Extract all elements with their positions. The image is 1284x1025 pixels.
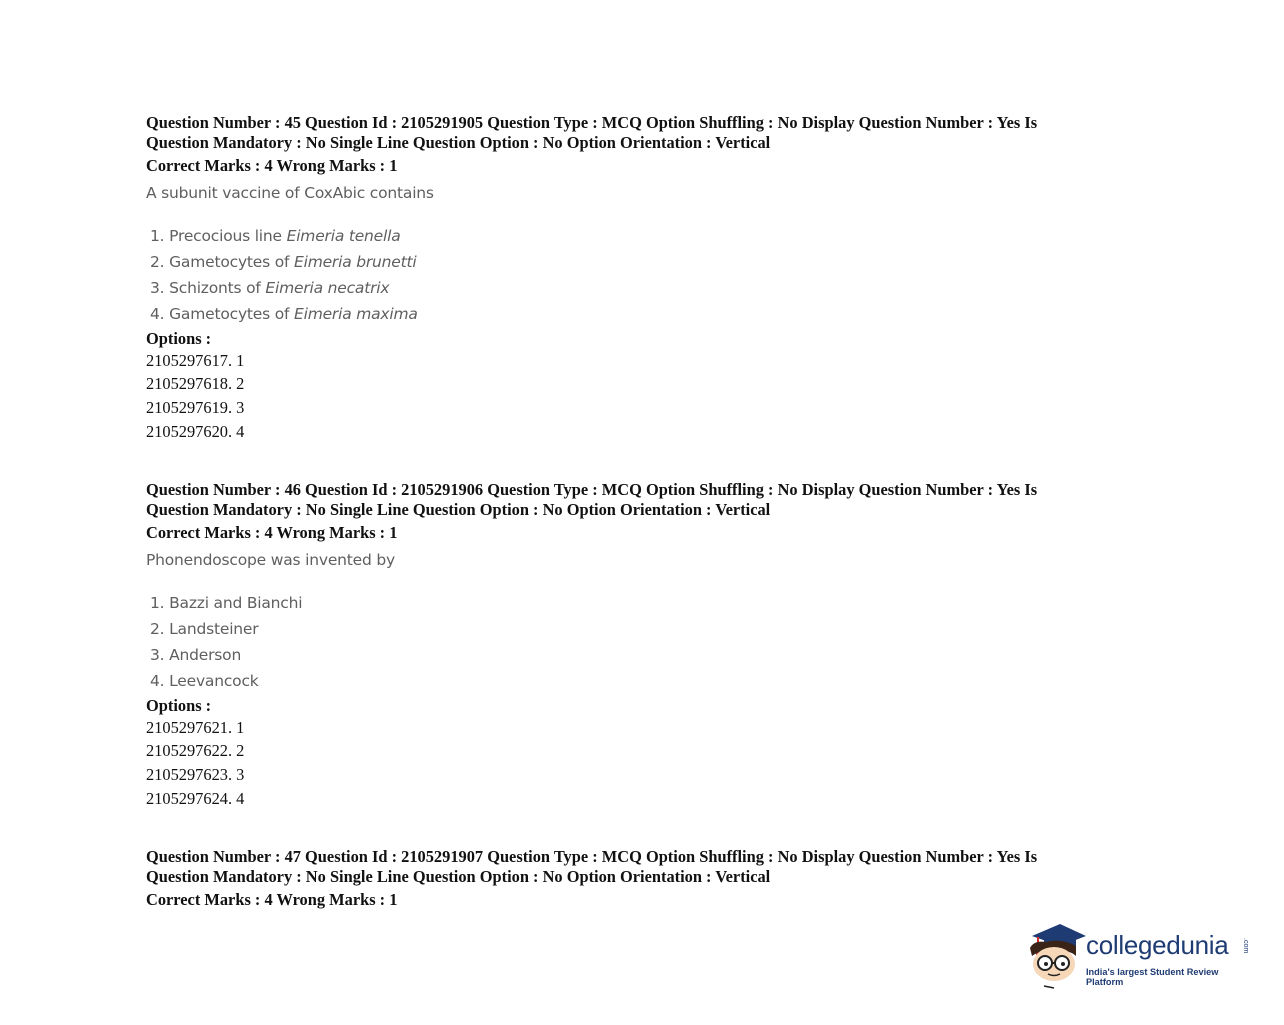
choice-list xyxy=(150,590,1106,694)
option-row: 2105297620. 4 xyxy=(146,421,245,441)
question-meta-line: Question Number : 45 Question Id : 2105291905 Question Type : MCQ Option Shuffling : No Display Question Number : Yes Is xyxy=(146,113,1038,132)
option-row: 2105297618. 2 xyxy=(146,374,245,394)
question-46 xyxy=(146,480,1106,810)
question-meta xyxy=(146,847,1106,886)
question-meta-line: Question Mandatory : No Single Line Question Option : No Option Orientation : Vertical xyxy=(146,499,771,519)
option-row: 2105297619. 3 xyxy=(146,397,245,417)
choice-item: 3. Anderson xyxy=(150,645,242,664)
choice-item: 4. Leevancock xyxy=(150,671,259,690)
logo-suffix: .com xyxy=(1242,938,1249,954)
question-stem: Phonendoscope was invented by xyxy=(146,550,395,569)
logo-wordmark: collegedunia xyxy=(1086,930,1229,960)
question-marks: Correct Marks : 4 Wrong Marks : 1 xyxy=(146,890,398,909)
mascot-icon xyxy=(1024,916,1086,991)
question-meta-line: Question Number : 47 Question Id : 2105291907 Question Type : MCQ Option Shuffling : No Display Question Number : Yes Is xyxy=(146,847,1038,866)
options-heading: Options : xyxy=(146,328,212,348)
choice-item: 1. Precocious line Eimeria tenella xyxy=(150,226,401,245)
logo-tagline: India's largest Student Review Platform xyxy=(1086,967,1219,987)
question-meta-line: Question Number : 46 Question Id : 2105291906 Question Type : MCQ Option Shuffling : No Display Question Number : Yes Is xyxy=(146,480,1038,499)
option-row: 2105297624. 4 xyxy=(146,788,245,808)
question-meta xyxy=(146,480,1106,519)
question-45 xyxy=(146,113,1106,443)
question-marks: Correct Marks : 4 Wrong Marks : 1 xyxy=(146,156,398,175)
option-row: 2105297623. 3 xyxy=(146,764,245,784)
choice-list xyxy=(150,223,1106,327)
options-heading: Options : xyxy=(146,695,212,715)
choice-item: 2. Landsteiner xyxy=(150,619,259,638)
collegedunia-logo xyxy=(1024,916,1254,991)
question-marks: Correct Marks : 4 Wrong Marks : 1 xyxy=(146,523,398,542)
option-row: 2105297617. 1 xyxy=(146,350,245,370)
question-stem: A subunit vaccine of CoxAbic contains xyxy=(146,183,434,202)
choice-item: 2. Gametocytes of Eimeria brunetti xyxy=(150,252,417,271)
question-meta xyxy=(146,113,1106,152)
choice-item: 4. Gametocytes of Eimeria maxima xyxy=(150,304,418,323)
choice-item: 1. Bazzi and Bianchi xyxy=(150,593,303,612)
option-row: 2105297622. 2 xyxy=(146,741,245,761)
question-meta-line: Question Mandatory : No Single Line Question Option : No Option Orientation : Vertical xyxy=(146,866,771,886)
question-meta-line: Question Mandatory : No Single Line Question Option : No Option Orientation : Vertical xyxy=(146,132,771,152)
choice-item: 3. Schizonts of Eimeria necatrix xyxy=(150,278,390,297)
option-row: 2105297621. 1 xyxy=(146,717,245,737)
question-47 xyxy=(146,847,1106,910)
